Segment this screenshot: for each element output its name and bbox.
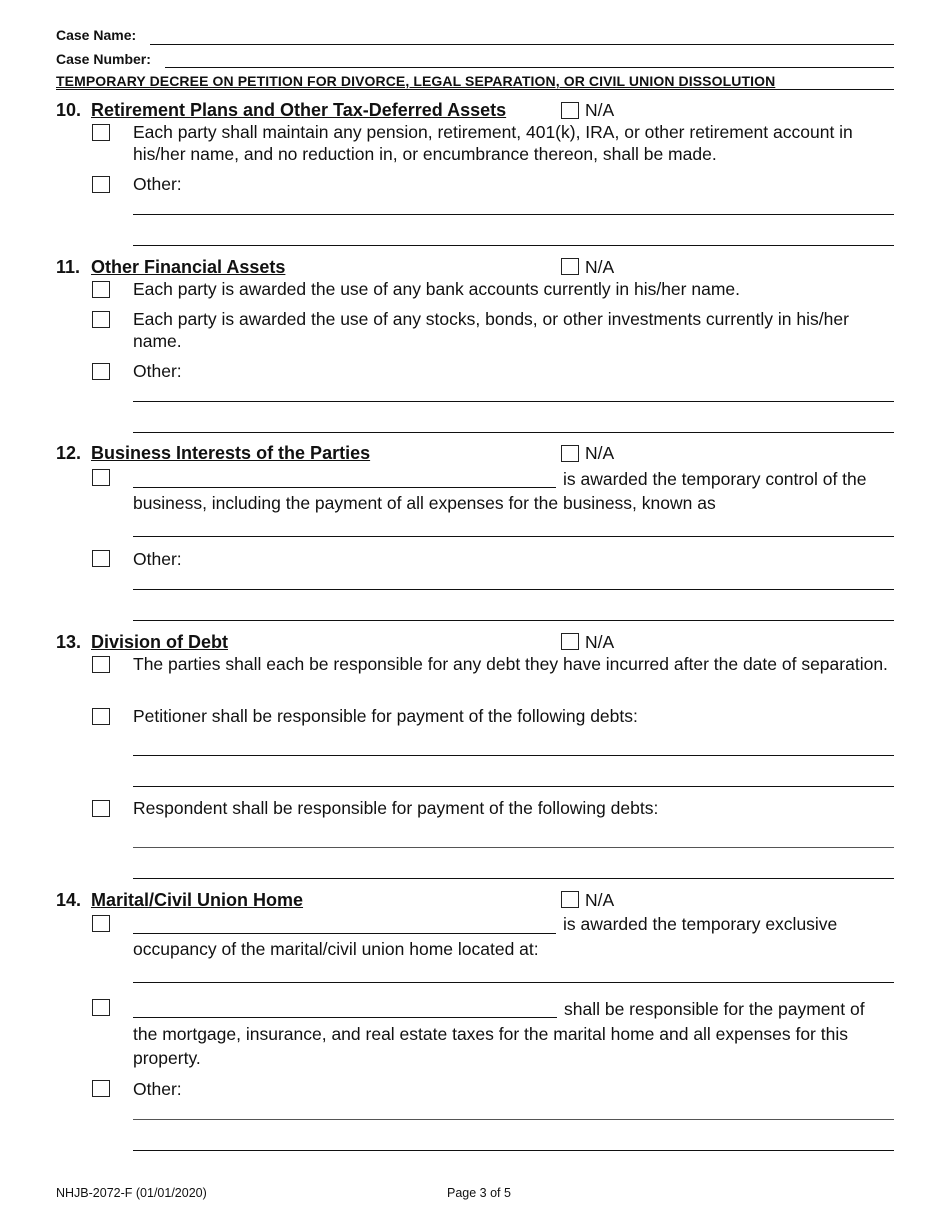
section-13-option-3-text: Respondent shall be responsible for payment of the following debts: [133, 798, 659, 818]
section-13-option-3-checkbox[interactable] [92, 800, 110, 817]
section-14-number: 14. [56, 890, 82, 910]
section-12-na-checkbox[interactable] [561, 445, 579, 462]
section-10-na-label: N/A [585, 100, 615, 120]
section-14-option-2-text: shall be responsible for the payment of [564, 999, 865, 1019]
section-10-number: 10. [56, 100, 82, 120]
header-divider [56, 89, 894, 90]
section-12-business-name-field[interactable] [133, 536, 894, 537]
section-12-title: Business Interests of the Parties [91, 443, 371, 463]
section-13-na-label: N/A [585, 632, 615, 652]
section-14-other-checkbox[interactable] [92, 1080, 110, 1097]
section-11-other-line-1[interactable] [133, 401, 894, 402]
section-12-other-line-2[interactable] [133, 620, 894, 621]
section-13-petitioner-debts-line-2[interactable] [133, 786, 894, 787]
section-13-option-2-text: Petitioner shall be responsible for payment of the following debts: [133, 706, 638, 726]
section-12-number: 12. [56, 443, 82, 463]
section-11-other-line-2[interactable] [133, 432, 894, 433]
section-14-option-2-continuation: the mortgage, insurance, and real estate taxes for the marital home and all expenses for this property. [133, 1024, 848, 1068]
section-14-option-1-text: is awarded the temporary exclusive [563, 914, 838, 934]
section-10-option-1-text: Each party shall maintain any pension, retirement, 401(k), IRA, or other retirement account in his/her name, and no reduction in, or encumbrance thereon, shall be made. [133, 122, 853, 164]
section-10-title: Retirement Plans and Other Tax-Deferred Assets [91, 100, 507, 120]
form-id: NHJB-2072-F (01/01/2020) [56, 1186, 207, 1200]
section-12-other-checkbox[interactable] [92, 550, 110, 567]
section-12-other-line-1[interactable] [133, 589, 894, 590]
section-14-option-1-checkbox[interactable] [92, 915, 110, 932]
section-14-na-checkbox[interactable] [561, 891, 579, 908]
section-10-other-line-2[interactable] [133, 245, 894, 246]
section-10-option-1-checkbox[interactable] [92, 124, 110, 141]
section-13-title: Division of Debt [91, 632, 229, 652]
case-number-field[interactable] [165, 67, 894, 68]
case-name-label: Case Name: [56, 27, 137, 43]
section-14-home-address-field[interactable] [133, 982, 894, 983]
section-11-option-2-checkbox[interactable] [92, 311, 110, 328]
section-14-title: Marital/Civil Union Home [91, 890, 304, 910]
section-10-na-checkbox[interactable] [561, 102, 579, 119]
section-12-option-1-checkbox[interactable] [92, 469, 110, 486]
section-13-na-checkbox[interactable] [561, 633, 579, 650]
section-13-option-2-checkbox[interactable] [92, 708, 110, 725]
page-number: Page 3 of 5 [447, 1186, 511, 1200]
section-12-option-1-continuation: business, including the payment of all expenses for the business, known as [133, 493, 716, 513]
section-11-title: Other Financial Assets [91, 257, 286, 277]
section-13-number: 13. [56, 632, 82, 652]
section-14-option-2-checkbox[interactable] [92, 999, 110, 1016]
section-10-other-label: Other: [133, 174, 182, 194]
section-14-occupant-field[interactable] [133, 933, 556, 934]
section-11-na-label: N/A [585, 257, 615, 277]
section-11-option-1-checkbox[interactable] [92, 281, 110, 298]
section-12-other-label: Other: [133, 549, 182, 569]
section-14-payer-field[interactable] [133, 1017, 557, 1018]
section-11-number: 11. [56, 257, 81, 277]
form-title: TEMPORARY DECREE ON PETITION FOR DIVORCE, LEGAL SEPARATION, OR CIVIL UNION DISSOLUTION [56, 73, 776, 89]
section-11-option-2-text: Each party is awarded the use of any stocks, bonds, or other investments currently in his/her name. [133, 309, 849, 351]
section-11-na-checkbox[interactable] [561, 258, 579, 275]
section-12-party-field[interactable] [133, 487, 556, 488]
section-13-petitioner-debts-line-1[interactable] [133, 755, 894, 756]
section-13-respondent-debts-line-1[interactable] [133, 847, 894, 848]
section-14-option-1-continuation: occupancy of the marital/civil union home located at: [133, 939, 539, 959]
section-11-option-1-text: Each party is awarded the use of any bank accounts currently in his/her name. [133, 279, 740, 299]
section-13-option-1-text: The parties shall each be responsible for any debt they have incurred after the date of separation. [133, 654, 888, 674]
section-14-other-line-2[interactable] [133, 1150, 894, 1151]
section-13-respondent-debts-line-2[interactable] [133, 878, 894, 879]
section-14-other-line-1[interactable] [133, 1119, 894, 1120]
section-11-other-label: Other: [133, 361, 182, 381]
section-13-option-1-checkbox[interactable] [92, 656, 110, 673]
case-name-field[interactable] [150, 44, 894, 45]
case-number-label: Case Number: [56, 51, 151, 67]
section-10-other-checkbox[interactable] [92, 176, 110, 193]
section-12-option-1-text: is awarded the temporary control of the [563, 469, 867, 489]
section-14-na-label: N/A [585, 890, 615, 910]
section-11-other-checkbox[interactable] [92, 363, 110, 380]
section-10-other-line-1[interactable] [133, 214, 894, 215]
section-14-other-label: Other: [133, 1079, 182, 1099]
section-12-na-label: N/A [585, 443, 615, 463]
